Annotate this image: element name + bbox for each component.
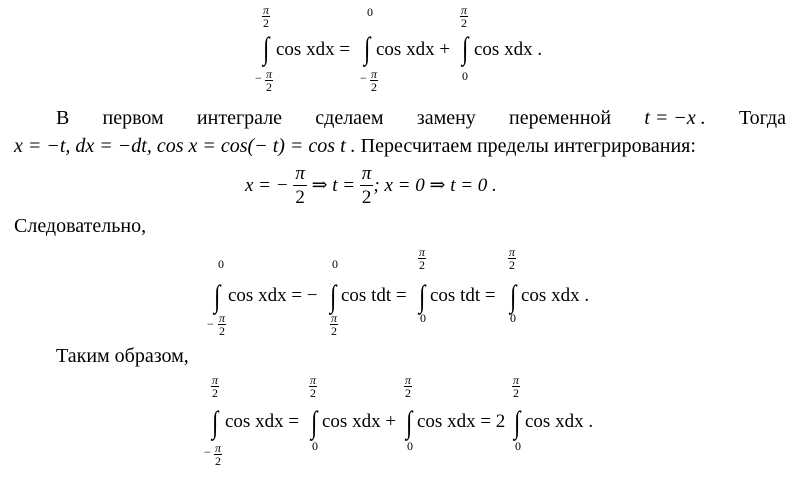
lower-limit-sign: −: [360, 71, 367, 85]
integral-sign: ∫: [510, 279, 517, 314]
integrand: cos tdt =: [341, 285, 407, 306]
integrand: cos xdx .: [521, 285, 590, 306]
upper-limit: π 2: [405, 373, 412, 400]
substitution-formula: t = −x .: [644, 107, 706, 129]
integral-sign: ∫: [263, 31, 270, 66]
integrand: cos xdx = 2: [417, 411, 506, 432]
substitution-relations: x = −t, dx = −dt, cos x = cos(− t) = cos t .: [14, 135, 356, 157]
lower-limit: 0: [515, 439, 521, 453]
lower-limit: 0: [510, 311, 516, 325]
integral-sign: ∫: [462, 31, 469, 66]
word: первом: [102, 107, 164, 129]
integrand: cos xdx .: [525, 411, 594, 432]
lower-limit: π 2: [371, 67, 378, 94]
lower-limit: π 2: [331, 311, 338, 338]
lower-limit-sign: −: [207, 317, 214, 331]
word: замену: [416, 107, 476, 129]
integral-sign: ∫: [419, 279, 426, 314]
paragraph-substitution-line-1: [14, 106, 786, 130]
upper-limit: 0: [367, 5, 373, 19]
integrand: cos xdx =: [276, 39, 351, 60]
expr: t =: [332, 174, 356, 196]
lower-limit: 0: [312, 439, 318, 453]
word: переменной: [509, 107, 612, 129]
word: сделаем: [315, 107, 384, 129]
lower-limit: 0: [407, 439, 413, 453]
integral-sign: ∫: [406, 405, 413, 440]
upper-limit: π 2: [310, 373, 317, 400]
expr: t = 0 .: [450, 174, 497, 196]
implies-arrow: ⇒: [311, 174, 328, 196]
integral-sign: ∫: [212, 405, 219, 440]
upper-limit: π 2: [263, 3, 270, 30]
lower-limit: π 2: [215, 441, 222, 468]
integral-sign: ∫: [311, 405, 318, 440]
integrand: cos xdx =: [225, 411, 300, 432]
lower-limit: π 2: [219, 311, 226, 338]
implies-arrow: ⇒: [429, 174, 446, 196]
upper-limit: π 2: [461, 3, 468, 30]
upper-limit: π 2: [509, 245, 516, 272]
expr: x = −: [245, 174, 289, 196]
integral-sign: ∫: [514, 405, 521, 440]
word: Тогда: [738, 107, 786, 129]
fraction: $\frac{\pi}{2}$: [361, 163, 372, 208]
integral-sign: ∫: [330, 279, 337, 314]
integral-sign: ∫: [214, 279, 221, 314]
paragraph-consequently: Следовательно,: [14, 215, 147, 237]
upper-limit: 0: [218, 257, 224, 271]
recount-limits-text: Пересчитаем пределы интегрирования:: [360, 135, 696, 157]
word: В: [56, 107, 70, 129]
integral-sign: ∫: [364, 31, 371, 66]
integrand: cos xdx = −: [228, 285, 318, 306]
lower-limit: 0: [420, 311, 426, 325]
integrand: cos tdt =: [430, 285, 496, 306]
upper-limit: π 2: [513, 373, 520, 400]
expr: ; x = 0: [373, 174, 425, 196]
integrand: cos xdx +: [322, 411, 397, 432]
lower-limit: 0: [462, 69, 468, 83]
equation-2-limits: [245, 163, 497, 210]
lower-limit: π 2: [266, 67, 273, 94]
word: интеграле: [196, 107, 283, 129]
integrand: cos xdx .: [474, 39, 543, 60]
upper-limit: 0: [332, 257, 338, 271]
upper-limit: π 2: [419, 245, 426, 272]
paragraph-substitution-line-2: [14, 134, 696, 158]
paragraph-thus: Таким образом,: [56, 345, 189, 367]
lower-limit-sign: −: [255, 71, 262, 85]
upper-limit: π 2: [212, 373, 219, 400]
fraction: $\frac{\pi}{2}$: [295, 163, 305, 208]
lower-limit-sign: −: [204, 445, 211, 459]
integrand: cos xdx +: [376, 39, 451, 60]
